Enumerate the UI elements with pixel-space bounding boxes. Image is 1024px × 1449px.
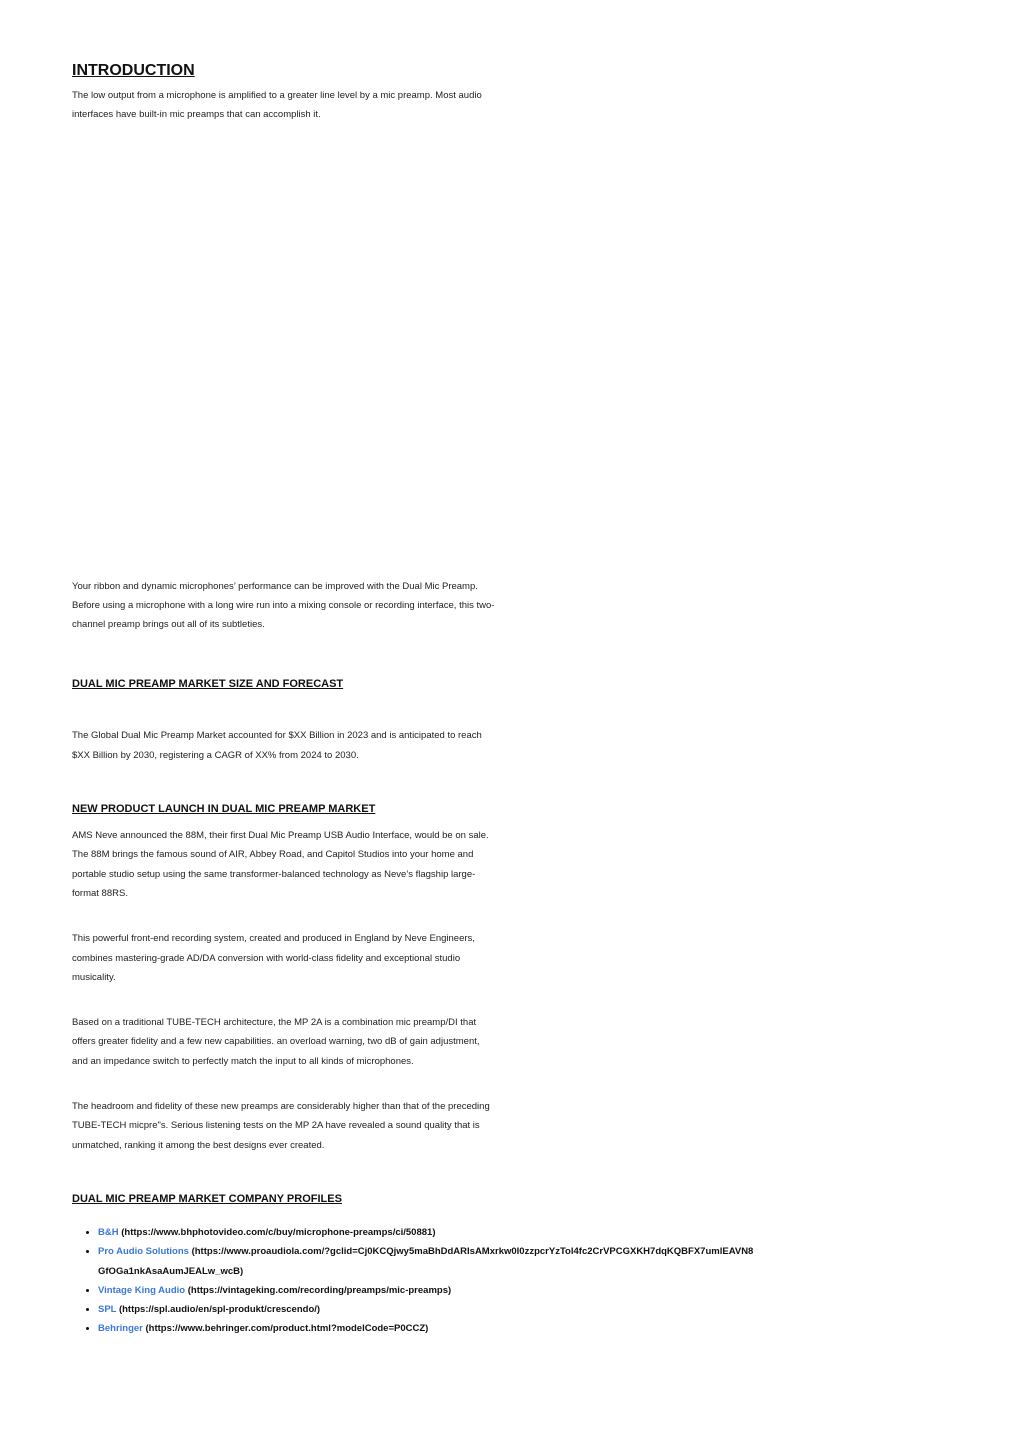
introduction-paragraph-2: Your ribbon and dynamic microphones’ performance can be improved with the Dual Mic Preamp. Before using a microphone with a long wire run into a mixing console or recording interface, this two-channel preamp brings out all of its subtleties. xyxy=(72,580,495,631)
company-url: (https://vintageking.com/recording/preamps/mic-preamps) xyxy=(187,1284,452,1296)
new-product-heading: NEW PRODUCT LAUNCH IN DUAL MIC PREAMP MARKET xyxy=(72,803,376,816)
new-product-paragraph-2: This powerful front-end recording system, created and produced in England by Neve Engineers, combines mastering-grade AD/DA conversion with world-class fidelity and exceptional studio musicality. xyxy=(72,933,475,983)
list-item xyxy=(98,1300,952,1319)
company-link-behringer[interactable]: Behringer xyxy=(98,1323,143,1335)
company-url: (https://spl.audio/en/spl-produkt/crescendo/) xyxy=(118,1304,321,1316)
new-product-paragraph-1: AMS Neve announced the 88M, their first Dual Mic Preamp USB Audio Interface, would be on sale. The 88M brings the famous sound of AIR, Abbey Road, and Capitol Studios into your home and portable studio setup using the same transformer-balanced technology as Neve’s flagship large-format 88RS. xyxy=(72,830,489,899)
company-url: (https://www.bhphotovideo.com/c/buy/microphone-preamps/ci/50881) xyxy=(121,1226,436,1238)
market-size-paragraph: The Global Dual Mic Preamp Market accounted for $XX Billion in 2023 and is anticipated to reach $XX Billion by 2030, registering a CAGR of XX% from 2024 to 2030. xyxy=(72,730,482,761)
company-link-vintage-king-audio[interactable]: Vintage King Audio xyxy=(98,1284,186,1296)
list-item xyxy=(98,1281,952,1300)
company-url: (https://www.behringer.com/product.html?modelCode=P0CCZ) xyxy=(145,1323,429,1335)
company-url: (https://www.proaudiola.com/?gclid=Cj0KCQjwy5maBhDdARIsAMxrkw0l0zzpcrYzTol4fc2CrVPCGXKH7dqKQBFX7umlEAVN8GfOGa1nkAsaAumJEALw_wcB) xyxy=(98,1246,754,1277)
list-item xyxy=(98,1223,952,1242)
image-placeholder-blank xyxy=(72,125,952,577)
list-item xyxy=(98,1242,758,1281)
introduction-heading: INTRODUCTION xyxy=(72,62,195,79)
market-size-heading: DUAL MIC PREAMP MARKET SIZE AND FORECAST xyxy=(72,678,344,691)
new-product-paragraph-3: Based on a traditional TUBE-TECH architecture, the MP 2A is a combination mic preamp/DI that offers greater fidelity and a few new capabilities. an overload warning, two dB of gain adjustment, and an impedance switch to perfectly match the input to all kinds of microphones. xyxy=(72,1017,480,1067)
new-product-paragraph-4: The headroom and fidelity of these new preamps are considerably higher than that of the preceding TUBE-TECH micpre"s. Serious listening tests on the MP 2A have revealed a sound quality that is unmatched, ranking it among the best designs ever created. xyxy=(72,1101,490,1151)
company-profiles-list xyxy=(72,1223,952,1339)
company-link-bh[interactable]: B&H xyxy=(98,1226,119,1238)
document-page xyxy=(72,60,952,1339)
company-link-pro-audio-solutions[interactable]: Pro Audio Solutions xyxy=(98,1246,189,1258)
company-profiles-heading: DUAL MIC PREAMP MARKET COMPANY PROFILES xyxy=(72,1192,342,1205)
list-item xyxy=(98,1319,952,1338)
company-link-spl[interactable]: SPL xyxy=(98,1304,117,1316)
introduction-paragraph-1: The low output from a microphone is amplified to a greater line level by a mic preamp. Most audio interfaces have built-in mic preamps that can accomplish it. xyxy=(72,90,482,121)
